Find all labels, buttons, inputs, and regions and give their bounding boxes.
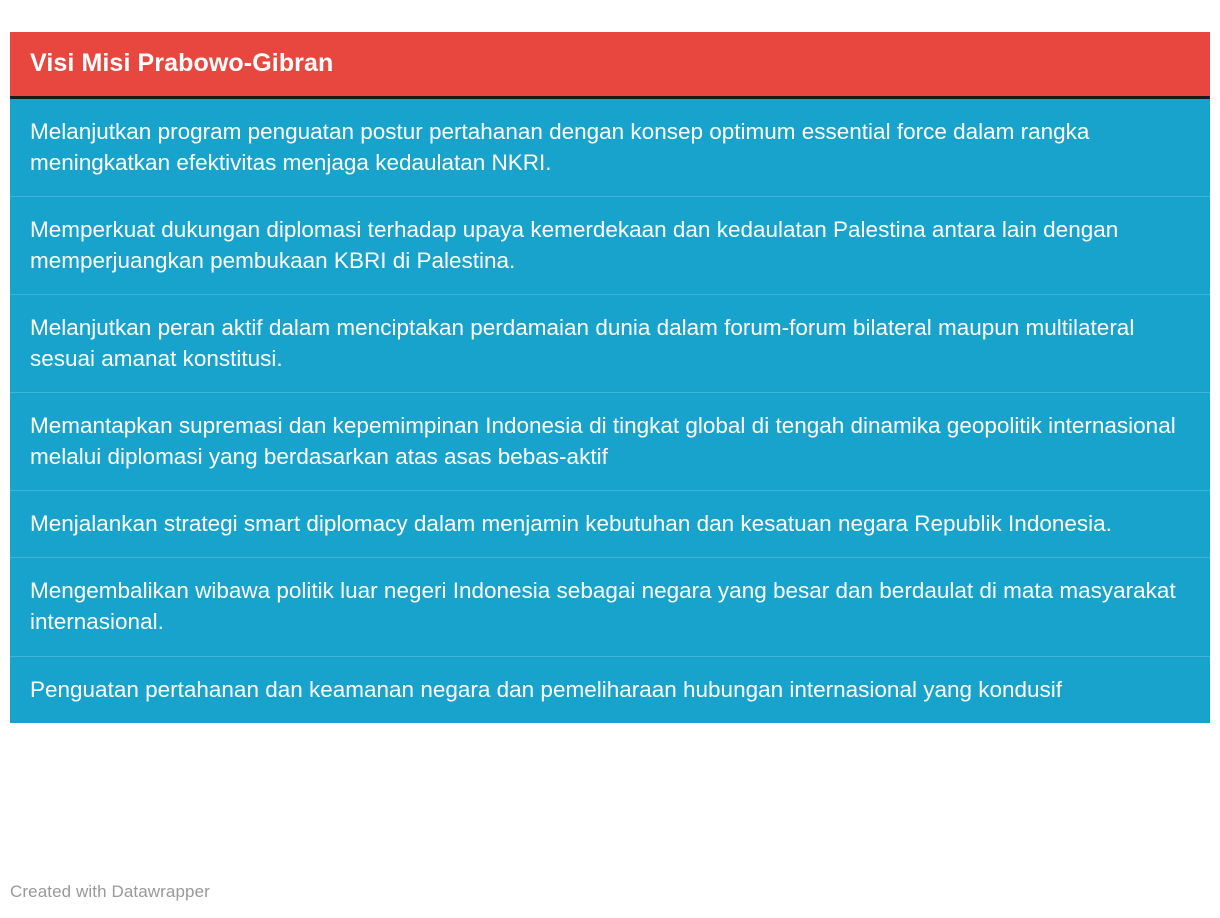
table-row: Memantapkan supremasi dan kepemimpinan Indonesia di tingkat global di tengah dinamika geopolitik internasional melalui diplomasi yang berdasarkan atas asas bebas-aktif (10, 393, 1210, 491)
visi-misi-table (10, 32, 1210, 723)
table-row: Menjalankan strategi smart diplomacy dalam menjamin kebutuhan dan kesatuan negara Republik Indonesia. (10, 491, 1210, 558)
table-row: Melanjutkan program penguatan postur pertahanan dengan konsep optimum essential force dalam rangka meningkatkan efektivitas menjaga kedaulatan NKRI. (10, 99, 1210, 197)
datawrapper-credit[interactable]: Created with Datawrapper (10, 882, 210, 901)
table-row: Melanjutkan peran aktif dalam menciptakan perdamaian dunia dalam forum-forum bilateral maupun multilateral sesuai amanat konstitusi. (10, 295, 1210, 393)
table-row: Mengembalikan wibawa politik luar negeri Indonesia sebagai negara yang besar dan berdaulat di mata masyarakat internasional. (10, 558, 1210, 656)
table-row: Memperkuat dukungan diplomasi terhadap upaya kemerdekaan dan kedaulatan Palestina antara lain dengan memperjuangkan pembukaan KBRI di Palestina. (10, 197, 1210, 295)
table-row: Penguatan pertahanan dan keamanan negara dan pemeliharaan hubungan internasional yang kondusif (30, 676, 1063, 702)
table-body (10, 99, 1210, 723)
table-title: Visi Misi Prabowo-Gibran (10, 32, 1210, 99)
